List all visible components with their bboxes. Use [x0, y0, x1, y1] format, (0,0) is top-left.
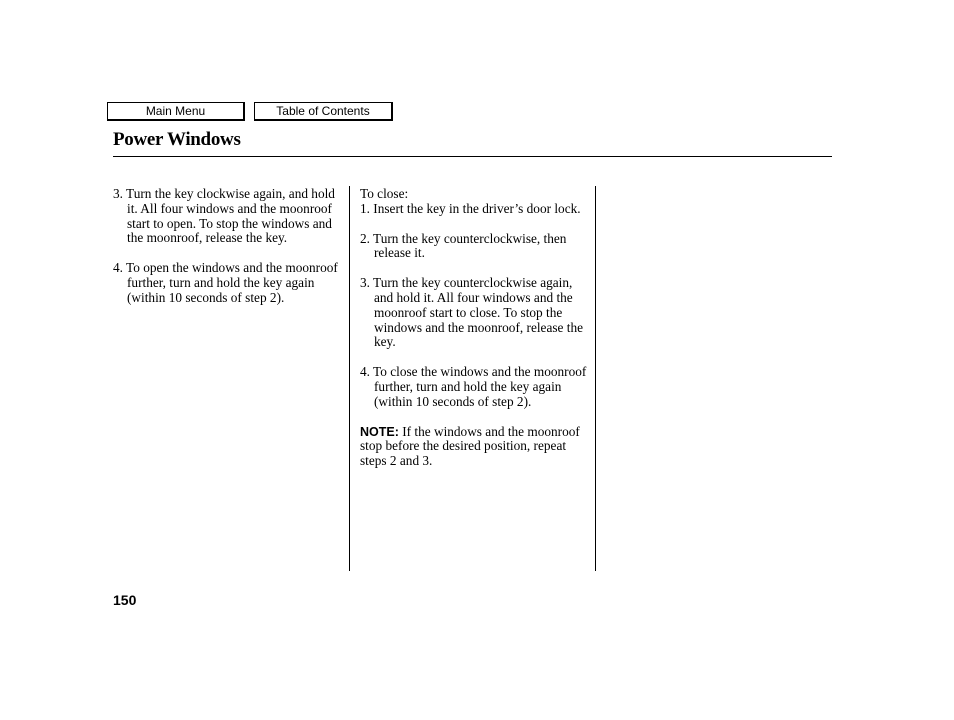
right-column: [360, 187, 592, 469]
step-item: 2. Turn the key counterclockwise, then release it.: [360, 230, 567, 261]
table-of-contents-button[interactable]: Table of Contents: [254, 102, 393, 121]
step-item: 4. To close the windows and the moonroof further, turn and hold the key again (within 10 seconds of step 2).: [360, 364, 587, 409]
step-item: 4. To open the windows and the moonroof further, turn and hold the key again (within 10 seconds of step 2).: [113, 260, 338, 305]
page-number: 150: [113, 592, 137, 608]
step-item: 3. Turn the key counterclockwise again, and hold it. All four windows and the moonroof start to close. To stop the windows and the moonroof, release the key.: [360, 275, 583, 350]
page-title: Power Windows: [113, 129, 241, 150]
section-heading: To close:: [360, 186, 409, 201]
step-item: 1. Insert the key in the driver’s door lock.: [360, 200, 581, 216]
title-divider: [113, 156, 832, 157]
note-label: NOTE:: [360, 424, 399, 439]
note-text: If the windows and the moonroof stop before the desired position, repeat steps 2 and 3.: [360, 423, 580, 469]
note-paragraph: [360, 425, 592, 469]
step-item: 3. Turn the key clockwise again, and hold it. All four windows and the moonroof start to open. To stop the windows and the moonroof, release the key.: [113, 186, 335, 246]
left-column: [113, 187, 341, 321]
main-menu-button[interactable]: Main Menu: [107, 102, 245, 121]
column-divider: [349, 186, 350, 571]
column-divider: [595, 186, 596, 571]
